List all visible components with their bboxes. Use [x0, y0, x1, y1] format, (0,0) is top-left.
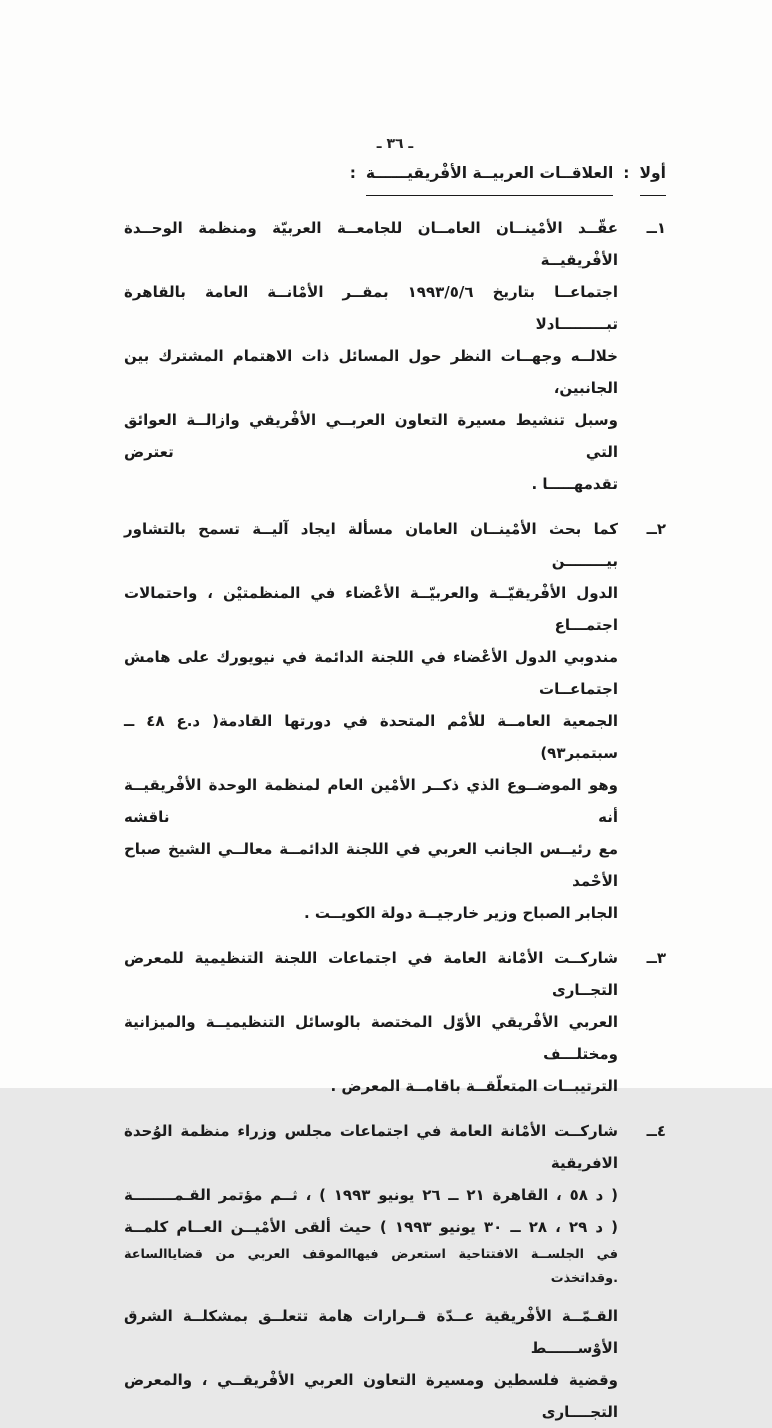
paragraph-1-lines: [124, 212, 618, 500]
paragraph-3-lines: [124, 942, 618, 1102]
paragraph-1-marker: ١ــ: [646, 219, 666, 237]
paragraph-1: [124, 212, 666, 500]
text-line: تقدمهـــــا .: [531, 475, 618, 493]
text-line: الدول الأفْريقيّــة والعربيّــة الأعْضاء في المنظمتيْن ، واحتمالات اجتمـــاع: [124, 584, 618, 634]
heading-title: العلاقــات العربيــة الأفْريقيــــــة: [366, 164, 613, 196]
heading-label: أولا: [640, 164, 667, 196]
paragraph-4: [124, 1115, 666, 1428]
text-line: وهو الموضــوع الذي ذكــر الأمْين العام لمنظمة الوحدة الأفْريقيــة أنه ناقشه: [124, 776, 618, 826]
paragraph-2-marker: ٢ــ: [646, 520, 666, 538]
text-line: اجتماعــا بتاريخ ١٩٩٣/٥/٦ بمقــر الأمْانــة العامة بالقاهرة تبـــــــــادلا: [124, 283, 619, 333]
text-line: وسبل تنشيط مسيرة التعاون العربــي الأفْريقي وازالــة العوائق التي تعترض: [124, 411, 618, 461]
section-heading: [124, 164, 666, 196]
text-line: الجابر الصباح وزير خارجيــة دولة الكويــت .: [303, 904, 618, 922]
paragraph-4-marker: ٤ــ: [646, 1122, 666, 1140]
text-line: الترتيبــات المتعلّقــة باقامــة المعرض .: [330, 1077, 618, 1095]
text-line: شاركــت الأمْانة العامة في اجتماعات اللجنة التنظيمية للمعرض التجــارى: [124, 949, 618, 999]
heading-separator: :: [623, 164, 630, 182]
paragraph-4-lines: [124, 1115, 618, 1428]
text-line: كما بحث الأمْينــان العامان مسألة ايجاد آليــة تسمح بالتشاور بيــــــــن: [124, 520, 618, 570]
paragraph-2: [124, 513, 666, 929]
text-line: مع رئيــس الجانب العربي في اللجنة الدائمــة معالــي الشيخ صباح الأحْمد: [124, 840, 618, 890]
text-line: الجمعية العامــة للأمْم المتحدة في دورتها القادمة( د.ع ٤٨ ــ سبتمبر٩٣): [124, 712, 618, 762]
text-line: مندوبي الدول الأعْضاء في اللجنة الدائمة في نيويورك على هامش اجتماعــات: [124, 648, 618, 698]
text-line: خلالــه وجهــات النظر حول المسائل ذات الاهتمام المشترك بين الجانبين،: [124, 347, 618, 397]
text-line: ( د ٢٩ ، ٢٨ ــ ٣٠ يونيو ١٩٩٣ ) حيث ألقى الأمْيــن العــام كلمــة: [124, 1218, 618, 1236]
heading-trailing-colon: :: [349, 164, 356, 182]
paragraph-3: [124, 942, 666, 1102]
text-line: عقّــد الأمْينــان العامــان للجامعــة العربيّة ومنظمة الوحــدة الأفْريقيــة: [124, 219, 618, 269]
text-line: ( د ٥٨ ، القاهرة ٢١ ــ ٢٦ يونيو ١٩٩٣ ) ، ثــم مؤتمر القـمــــــــة: [124, 1186, 619, 1204]
text-line: القـمّــة الأفْريقية عــدّة قــرارات هامة تتعلــق بمشكلــة الشرق الأوْســــــط: [124, 1307, 618, 1357]
page-number: ـ ٣٦ ـ: [376, 136, 414, 152]
paragraph-3-marker: ٣ــ: [646, 949, 666, 967]
text-line: وقضية فلسطين ومسيرة التعاون العربي الأفْريقــي ، والمعرض التجــــارى: [124, 1371, 618, 1421]
text-line: شاركــت الأمْانة العامة في اجتماعات مجلس وزراء منظمة الوُحدة الافريقية: [124, 1122, 618, 1172]
text-line: العربي الأفْريقي الأوّل المختصة بالوسائل التنظيميــة والميزانية ومختلـــف: [124, 1013, 618, 1063]
text-line: في الجلســة الافتتاحية استعرض فيهاالموقف العربي من قضاياالساعة .وقداتخذت: [124, 1247, 618, 1286]
paragraph-2-lines: [124, 513, 618, 929]
